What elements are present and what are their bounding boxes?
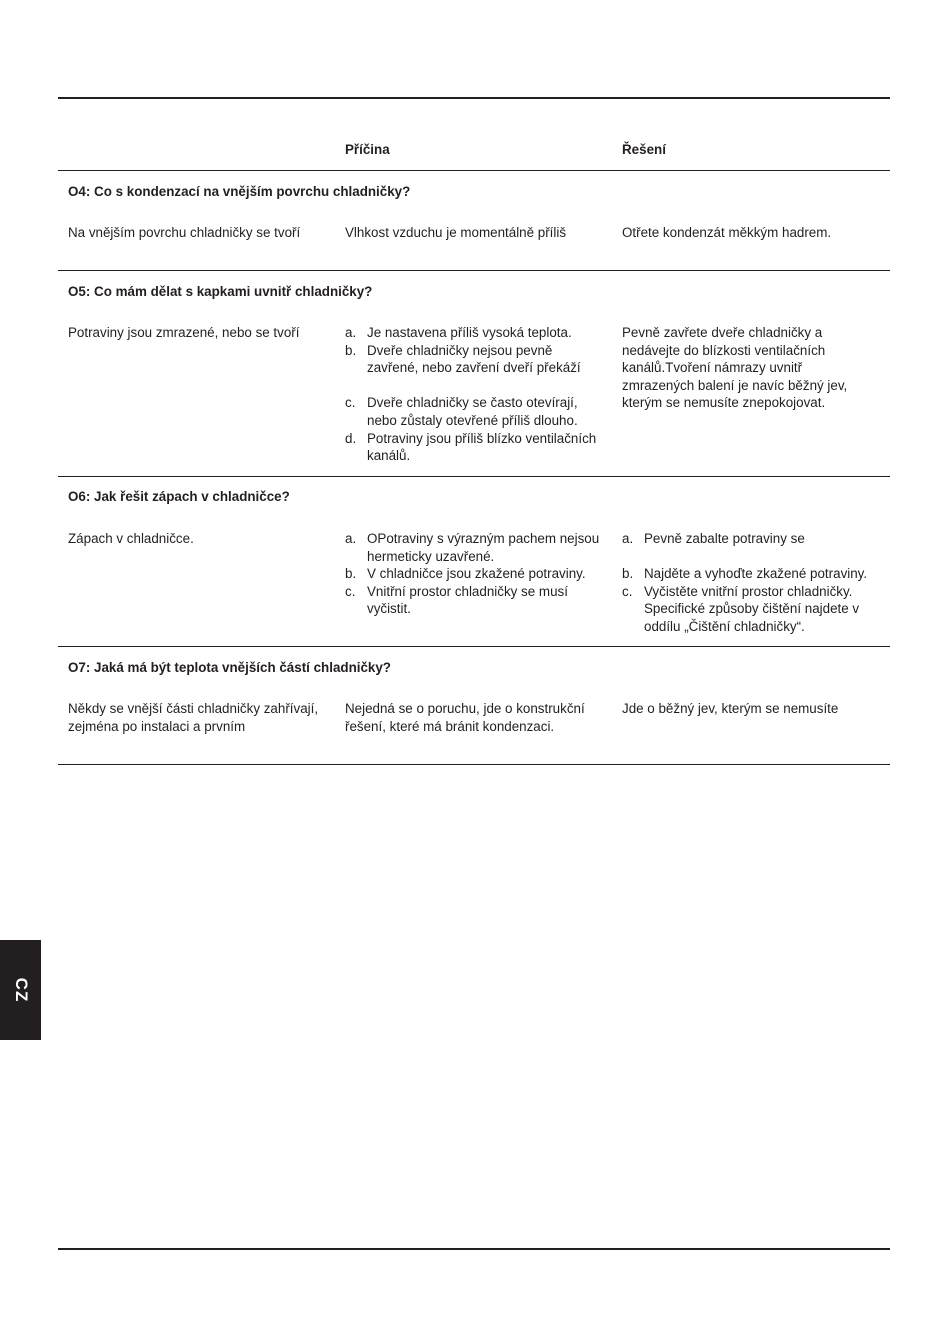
solution-o7: Jde o běžný jev, kterým se nemusíte (622, 701, 839, 716)
problem-o5: Potraviny jsou zmrazené, nebo se tvoří (68, 325, 300, 340)
problem-o6: Zápach v chladničce. (68, 531, 194, 546)
problem-o4: Na vnějším povrchu chladničky se tvoří (68, 225, 301, 240)
list-item: c. Dveře chladničky se často otevírají, nebo zůstaly otevřené příliš dlouho. (345, 395, 578, 428)
list-item: c. Vyčistěte vnitřní prostor chladničky. Specifické způsoby čištění najdete v oddílu „Čištění chladničky“. (622, 583, 860, 634)
header-cause: Příčina (345, 142, 390, 157)
list-item: a. OPotraviny s výrazným pachem nejsou hermeticky uzavřené. (345, 531, 600, 564)
question-o4: O4: Co s kondenzací na vnějším povrchu chladničky? (68, 184, 411, 199)
list-item: b. Najděte a vyhoďte zkažené potraviny. (622, 566, 868, 582)
list-item: b. V chladničce jsou zkažené potraviny. (345, 566, 586, 582)
section-divider (58, 646, 890, 647)
list-item: a. Pevně zabalte potraviny se (622, 531, 805, 546)
section-divider (58, 270, 890, 271)
problem-o7: Někdy se vnější části chladničky zahřívají, zejména po instalaci a prvním (68, 701, 319, 734)
language-tab-label: CZ (11, 977, 31, 1003)
cause-list-o6 (345, 530, 607, 618)
table-end-divider (58, 764, 890, 765)
question-o5: O5: Co mám dělat s kapkami uvnitř chladničky? (68, 284, 373, 299)
cause-o4: Vlhkost vzduchu je momentálně příliš (345, 225, 567, 240)
cause-o7: Nejedná se o poruchu, jde o konstrukční řešení, které má bránit kondenzaci. (345, 701, 585, 734)
list-item: d. Potraviny jsou příliš blízko ventilačních kanálů. (345, 430, 597, 464)
list-item: c. Vnitřní prostor chladničky se musí vyčistit. (345, 583, 568, 617)
bottom-rule (58, 1248, 890, 1250)
section-divider (58, 476, 890, 477)
cause-list-o5 (345, 324, 607, 465)
solution-o4: Otřete kondenzát měkkým hadrem. (622, 225, 832, 240)
solution-o5: Pevně zavřete dveře chladničky a nedávejte do blízkosti ventilačních kanálů.Tvoření námrazy uvnitř zmrazených balení je navíc běžný jev, kterým se nemusíte znepokojovat. (622, 325, 848, 411)
language-tab (0, 940, 41, 1040)
question-o7: O7: Jaká má být teplota vnějších částí chladničky? (68, 660, 391, 675)
list-item: a. Je nastavena příliš vysoká teplota. (345, 325, 572, 340)
solution-list-o6 (622, 530, 886, 636)
question-o6: O6: Jak řešit zápach v chladničce? (68, 489, 290, 504)
top-rule (58, 97, 890, 99)
list-item: b. Dveře chladničky nejsou pevně zavřené, nebo zavření dveří překáží (345, 342, 581, 376)
header-divider (58, 170, 890, 171)
header-solution: Řešení (622, 142, 666, 157)
